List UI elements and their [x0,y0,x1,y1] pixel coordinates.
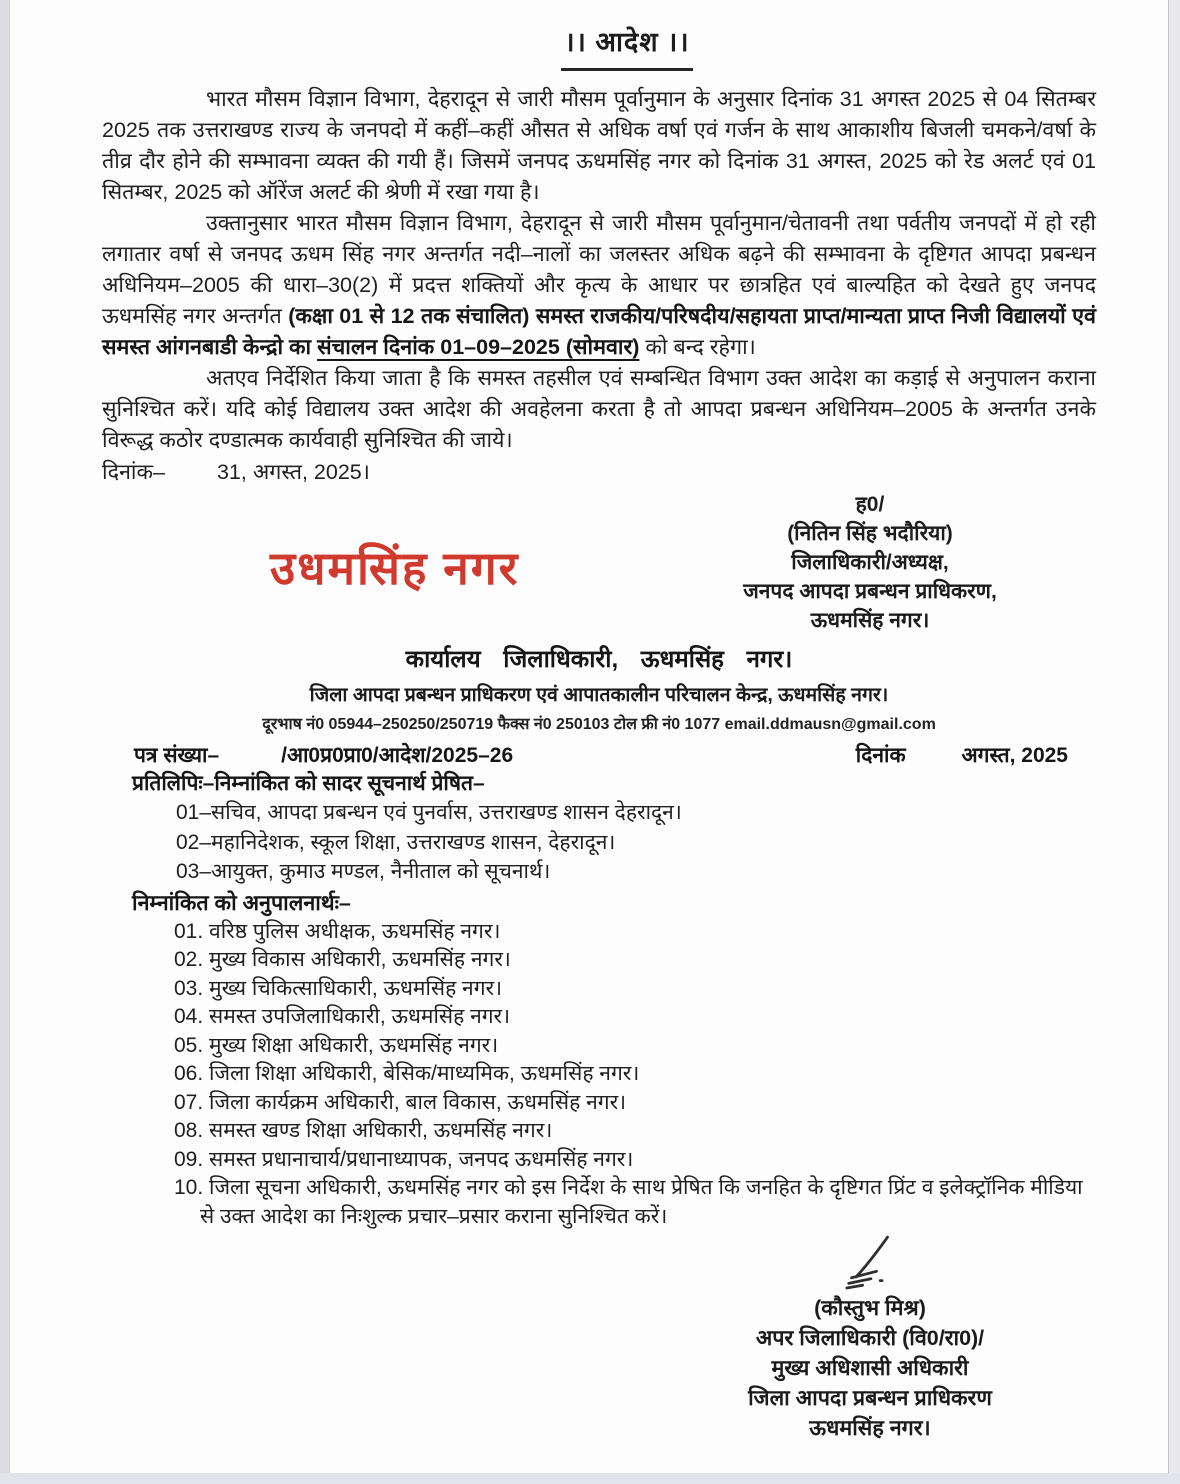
paragraph-closure-order [102,208,1096,363]
scan-edge-bottom [0,1473,1180,1484]
paragraph-3-text: अतएव निर्देशित किया जाता है कि समस्त तहसील एवं सम्बन्धित विभाग उक्त आदेश का कड़ाई से अनुपालन कराना सुनिश्चित करें। यदि कोई विद्यालय उक्त आदेश की अवहेलना करता है तो आपदा प्रबन्धन अधिनियम–2005 के अन्तर्गत उनके विरूद्ध कठोर दण्डात्मक कार्यवाही सुनिश्चित की जाये। [102,366,1096,452]
letter-number-row [134,741,1096,769]
signed-abbreviation: ह0/ [855,493,885,516]
scan-edge-right [1168,0,1180,1484]
title-underline-rule [561,68,693,71]
paragraph-weather-forecast [102,84,1096,208]
signatory-role: मुख्य अधिशासी अधिकारी [771,1356,969,1380]
copy-item: 02–महानिदेशक, स्कूल शिक्षा, उत्तराखण्ड शासन, देहरादून। [176,830,616,854]
letter-number-value: /आ0प्र0प्रा0/आदेश/2025–26 [281,744,514,767]
compliance-item: 06. जिला शिक्षा अधिकारी, बेसिक/माध्यमिक, ऊधमसिंह नगर। [174,1062,640,1085]
signatory-block-dm [705,490,1035,635]
district-name-stamp: उधमसिंह नगर [270,542,520,594]
paragraph-2-bold: (कक्षा 01 से 12 तक संचालित) समस्त राजकीय/परिषदीय/सहायता प्राप्त/मान्यता प्राप्त निजी विद्यालयों एवं समस्त आंगनबाडी केन्द्रो का [102,304,1096,359]
signatory-block-adm [655,1235,1085,1443]
compliance-item: 08. समस्त खण्ड शिक्षा अधिकारी, ऊधमसिंह नगर। [174,1119,553,1142]
signatory-authority: जिला आपदा प्रबन्धन प्राधिकरण [748,1386,992,1410]
compliance-item: 02. मुख्य विकास अधिकारी, ऊधमसिंह नगर। [174,948,511,971]
scan-edge-left [0,0,10,1484]
compliance-item: 10. जिला सूचना अधिकारी, ऊधमसिंह नगर को इस निर्देश के साथ प्रेषित कि जनहित के दृष्टिगत प्रिंट व इलेक्ट्रॉनिक मीडिया से उक्त आदेश का निःशुल्क प्रचार–प्रसार कराना सुनिश्चित करें। [174,1176,1083,1228]
compliance-item: 03. मुख्य चिकित्साधिकारी, ऊधमसिंह नगर। [174,976,503,1000]
paragraph-compliance-warning [102,363,1096,456]
stamp-and-signatory-row [102,488,1096,638]
copy-to-heading: प्रतिलिपिः–निम्नांकित को सादर सूचनार्थ प्रेषित– [132,772,485,795]
compliance-item: 05. मुख्य शिक्षा अधिकारी, ऊधमसिंह नगर। [174,1033,499,1057]
compliance-item: 07. जिला कार्यक्रम अधिकारी, बाल विकास, ऊधमसिंह नगर। [174,1090,627,1114]
paragraph-2-normal: उक्तानुसार भारत मौसम विज्ञान विभाग, देहरादून से जारी मौसम पूर्वानुमान/चेतावनी तथा पर्वतीय जनपदों में हो रही लगातार वर्षा से जनपद ऊधम सिंह नगर अन्तर्गत नदी–नालों का जलस्तर अधिक बढ़ने की सम्भावना के दृष्टिगत आपदा प्रबन्धन अधिनियम–2005 की धारा–30(2) में प्रदत्त शक्तियों और कृत्य के आधार पर छात्रहित एवं बाल्यहित को देखते हुए जनपद ऊधमसिंह नगर अन्तर्गत [102,211,1096,328]
office-subheader-line: जिला आपदा प्रबन्धन प्राधिकरण एवं आपातकालीन परिचालन केन्द्र, ऊधमसिंह नगर। [309,684,889,706]
paragraph-2-underlined-date: संचालन दिनांक 01–09–2025 (सोमवार) [317,335,640,359]
compliance-section [132,888,1096,1232]
document-content [102,0,1096,1443]
order-date-line [102,457,1096,488]
letter-number-label: पत्र संख्या– [134,744,220,767]
page-title: ।। आदेश ।। [564,27,690,57]
compliance-item: 01. वरिष्ठ पुलिस अधीक्षक, ऊधमसिंह नगर। [174,919,501,943]
signatory-name: (कौस्तुभ मिश्र) [814,1296,926,1320]
office-contact-line: दूरभाष नं0 05944–250250/250719 फैक्स नं0 250103 टोल फ्री नं0 1077 email.ddmausn@gmail.com [262,716,936,733]
copy-to-section [132,769,1096,887]
signatory-district: ऊधमसिंह नगर। [809,1416,931,1440]
paragraph-1-text: भारत मौसम विज्ञान विभाग, देहरादून से जारी मौसम पूर्वानुमान के अनुसार दिनांक 31 अगस्त 2025 से 04 सितम्बर 2025 तक उत्तराखण्ड राज्य के जनपदो में कहीं–कहीं औसत से अधिक वर्षा एवं गर्जन के साथ आकाशीय बिजली चमकने/वर्षा के तीव्र दौर होने की सम्भावना व्यक्त की गयी हैं। जिसमें जनपद ऊधमसिंह नगर को दिनांक 31 अगस्त, 2025 को रेड अलर्ट एवं 01 सितम्बर, 2025 को ऑरेंज अलर्ट की श्रेणी में रखा गया है। [102,87,1096,204]
order-date-label: दिनांक– [102,460,165,484]
copy-item: 01–सचिव, आपदा प्रबन्धन एवं पुनर्वास, उत्तराखण्ड शासन देहरादून। [176,801,682,824]
signature-scribble-icon [833,1235,907,1291]
copy-item: 03–आयुक्त, कुमाउ मण्डल, नैनीताल को सूचनार्थ। [176,860,551,883]
signatory-name: (नितिन सिंह भदौरिया) [787,522,953,545]
letter-date-label: दिनांक [855,744,906,767]
signatory-district: ऊधमसिंह नगर। [810,609,930,632]
order-date-value: 31, अगस्त, 2025। [216,460,370,484]
paragraph-2-tail: को बन्द रहेगा। [639,335,756,359]
letter-date-value: अगस्त, 2025 [961,744,1068,767]
compliance-item: 09. समस्त प्रधानाचार्य/प्रधानाध्यापक, जनपद ऊधमसिंह नगर। [174,1147,634,1171]
signatory-designation: जिलाधिकारी/अध्यक्ष, [791,551,949,574]
office-header-line: कार्यालय जिलाधिकारी, ऊधमसिंह नगर। [405,646,793,673]
compliance-heading: निम्नांकित को अनुपालनार्थः– [132,890,351,915]
signatory-designation: अपर जिलाधिकारी (वि0/रा0)/ [755,1326,985,1350]
compliance-item: 04. समस्त उपजिलाधिकारी, ऊधमसिंह नगर। [174,1005,511,1028]
signatory-authority: जनपद आपदा प्रबन्धन प्राधिकरण, [743,580,997,603]
